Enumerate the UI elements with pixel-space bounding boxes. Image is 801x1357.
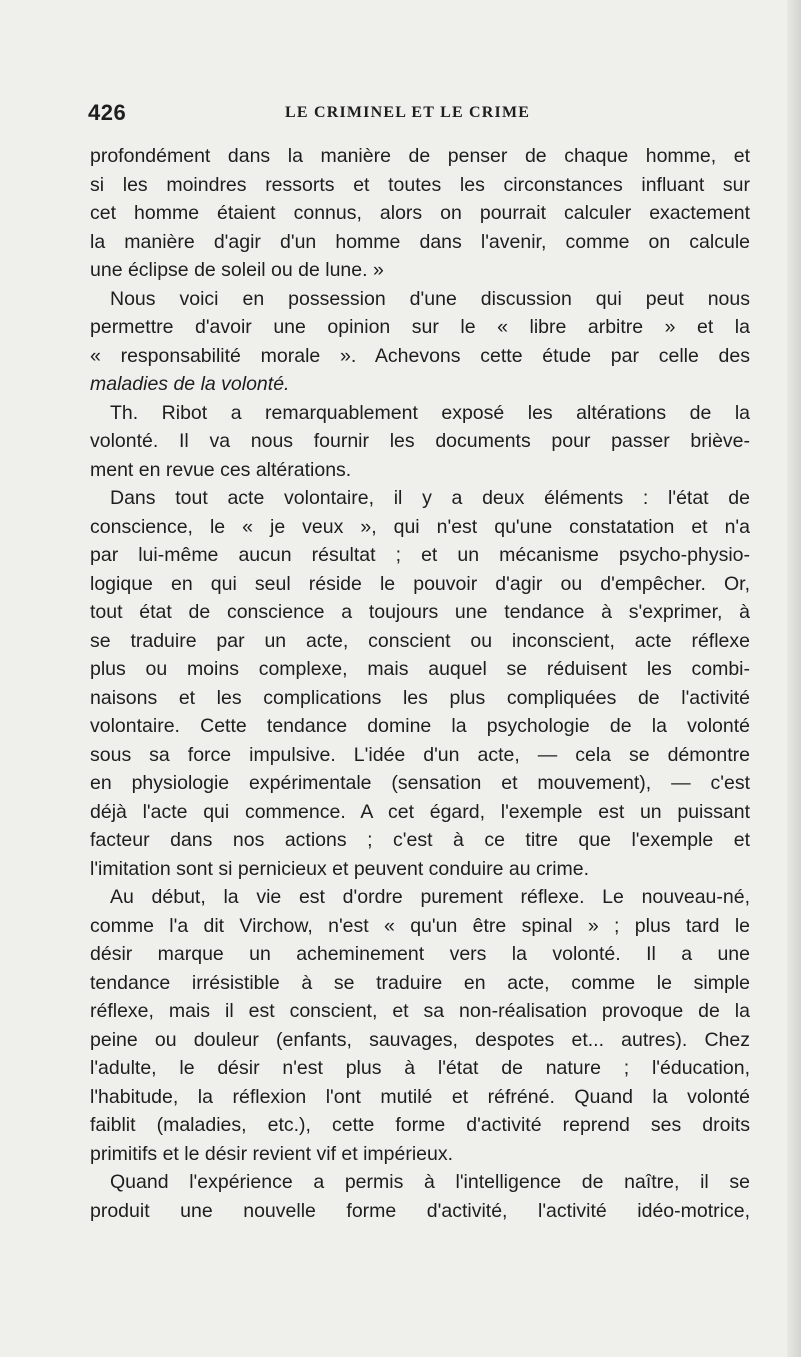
text-line: se traduire par un acte, conscient ou inconscient, acte réflexe bbox=[90, 629, 750, 652]
body-text bbox=[90, 142, 750, 1225]
text-line: primitifs et le désir revient vif et impérieux. bbox=[90, 1142, 454, 1165]
text-line: peine ou douleur (enfants, sauvages, despotes et... autres). Chez bbox=[90, 1028, 750, 1051]
italic-phrase: maladies de la volonté. bbox=[90, 373, 290, 395]
text-line: désir marque un acheminement vers la volonté. Il a une bbox=[90, 943, 750, 965]
text-line: « responsabilité morale ». Achevons cette étude par celle des bbox=[90, 344, 750, 367]
text-line: volonté. Il va nous fournir les documents pour passer briève- bbox=[90, 430, 750, 452]
text-line: Nous voici en possession d'une discussion qui peut nous bbox=[110, 287, 750, 310]
text-line: une éclipse de soleil ou de lune. » bbox=[90, 259, 384, 281]
text-line: l'adulte, le désir n'est plus à l'état de nature ; l'éducation, bbox=[90, 1057, 750, 1079]
text-line: tendance irrésistible à se traduire en acte, comme le simple bbox=[90, 971, 750, 994]
text-line: naisons et les complications les plus compliquées de l'activité bbox=[90, 686, 750, 709]
text-line: conscience, le « je veux », qui n'est qu'une constatation et n'a bbox=[90, 515, 750, 538]
text-line bbox=[90, 370, 750, 399]
text-line: l'habitude, la réflexion l'ont mutilé et réfréné. Quand la volonté bbox=[90, 1085, 750, 1108]
text-line: comme l'a dit Virchow, n'est « qu'un être spinal » ; plus tard le bbox=[90, 914, 750, 937]
text-line: sous sa force impulsive. L'idée d'un acte, — cela se démontre bbox=[90, 743, 750, 766]
text-line: la manière d'agir d'un homme dans l'avenir, comme on calcule bbox=[90, 230, 750, 253]
text-line: Th. Ribot a remarquablement exposé les altérations de la bbox=[110, 401, 750, 424]
text-line: volontaire. Cette tendance domine la psychologie de la volonté bbox=[90, 715, 750, 737]
text-line: cet homme étaient connus, alors on pourrait calculer exactement bbox=[90, 202, 750, 224]
text-line: si les moindres ressorts et toutes les circonstances influant sur bbox=[90, 173, 750, 196]
text-line: par lui-même aucun résultat ; et un mécanisme psycho-physio- bbox=[90, 544, 750, 566]
text-line: Au début, la vie est d'ordre purement réflexe. Le nouveau-né, bbox=[110, 886, 750, 908]
text-line: Dans tout acte volontaire, il y a deux éléments : l'état de bbox=[110, 487, 750, 509]
text-line: en physiologie expérimentale (sensation et mouvement), — c'est bbox=[90, 772, 750, 794]
page-edge-shadow bbox=[787, 0, 801, 1357]
text-line: Quand l'expérience a permis à l'intelligence de naître, il se bbox=[110, 1171, 750, 1193]
running-title: LE CRIMINEL ET LE CRIME bbox=[285, 104, 531, 121]
text-line: l'imitation sont si pernicieux et peuvent conduire au crime. bbox=[90, 857, 590, 880]
text-line: permettre d'avoir une opinion sur le « libre arbitre » et la bbox=[90, 316, 750, 338]
text-line: logique en qui seul réside le pouvoir d'agir ou d'empêcher. Or, bbox=[90, 572, 750, 595]
page-header bbox=[88, 100, 748, 130]
text-line: ment en revue ces altérations. bbox=[90, 458, 352, 481]
text-line: réflexe, mais il est conscient, et sa non-réalisation provoque de la bbox=[90, 1000, 750, 1022]
text-line: produit une nouvelle forme d'activité, l'activité idéo-motrice, bbox=[90, 1199, 750, 1222]
text-line: tout état de conscience a toujours une tendance à s'exprimer, à bbox=[90, 601, 750, 623]
page-number: 426 bbox=[88, 100, 127, 125]
text-line: profondément dans la manière de penser de chaque homme, et bbox=[90, 145, 750, 167]
text-line: facteur dans nos actions ; c'est à ce titre que l'exemple et bbox=[90, 829, 750, 851]
text-line: plus ou moins complexe, mais auquel se réduisent les combi- bbox=[90, 658, 750, 680]
text-line: faiblit (maladies, etc.), cette forme d'activité reprend ses droits bbox=[90, 1114, 750, 1136]
text-line: déjà l'acte qui commence. A cet égard, l'exemple est un puissant bbox=[90, 800, 750, 823]
